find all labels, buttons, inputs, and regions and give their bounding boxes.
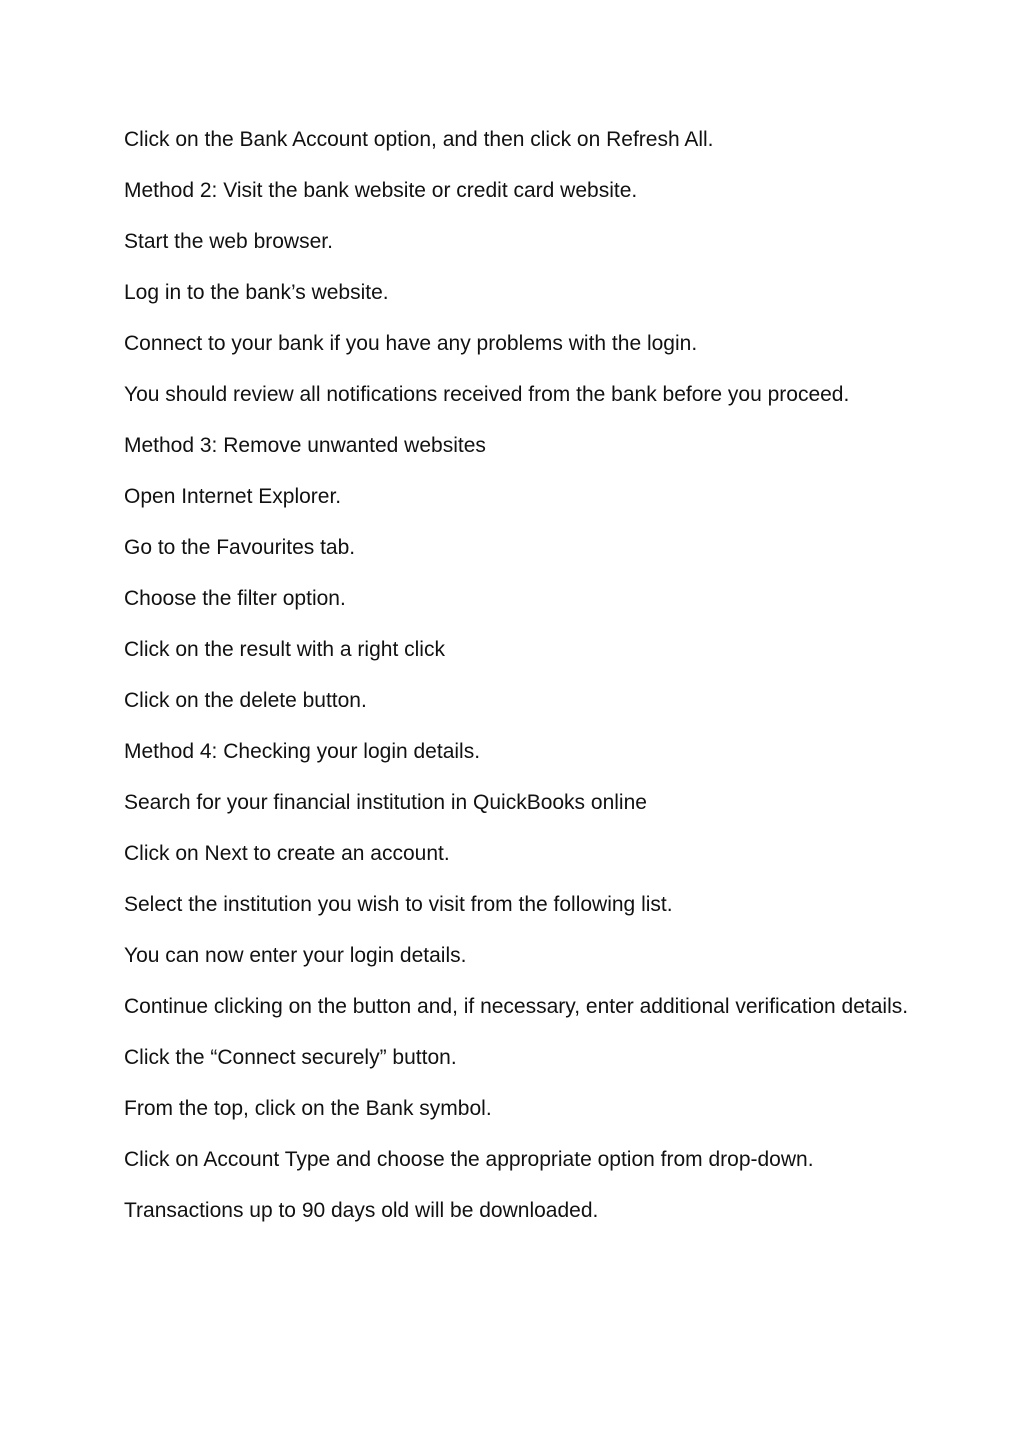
paragraph: Open Internet Explorer. (124, 485, 342, 508)
paragraph: Click on Next to create an account. (124, 842, 450, 865)
paragraph: Connect to your bank if you have any problems with the login. (124, 332, 698, 355)
paragraph: Go to the Favourites tab. (124, 536, 356, 559)
paragraph: Click the “Connect securely” button. (124, 1046, 457, 1069)
paragraph: Click on the result with a right click (124, 638, 445, 661)
paragraph: Continue clicking on the button and, if necessary, enter additional verification details. (124, 995, 909, 1018)
paragraph: Method 2: Visit the bank website or credit card website. (124, 179, 638, 202)
document-body (124, 123, 914, 1245)
paragraph: Click on the Bank Account option, and then click on Refresh All. (124, 128, 714, 151)
paragraph: You can now enter your login details. (124, 944, 467, 967)
paragraph: Click on Account Type and choose the appropriate option from drop-down. (124, 1148, 814, 1171)
paragraph: You should review all notifications received from the bank before you proceed. (124, 383, 850, 406)
paragraph: Method 3: Remove unwanted websites (124, 434, 486, 457)
paragraph: Transactions up to 90 days old will be downloaded. (124, 1199, 599, 1222)
paragraph: Choose the filter option. (124, 587, 346, 610)
paragraph: Select the institution you wish to visit from the following list. (124, 893, 673, 916)
paragraph: Search for your financial institution in QuickBooks online (124, 791, 647, 814)
paragraph: Start the web browser. (124, 230, 333, 253)
paragraph: Log in to the bank’s website. (124, 281, 389, 304)
paragraph: Method 4: Checking your login details. (124, 740, 481, 763)
paragraph: From the top, click on the Bank symbol. (124, 1097, 492, 1120)
paragraph: Click on the delete button. (124, 689, 367, 712)
